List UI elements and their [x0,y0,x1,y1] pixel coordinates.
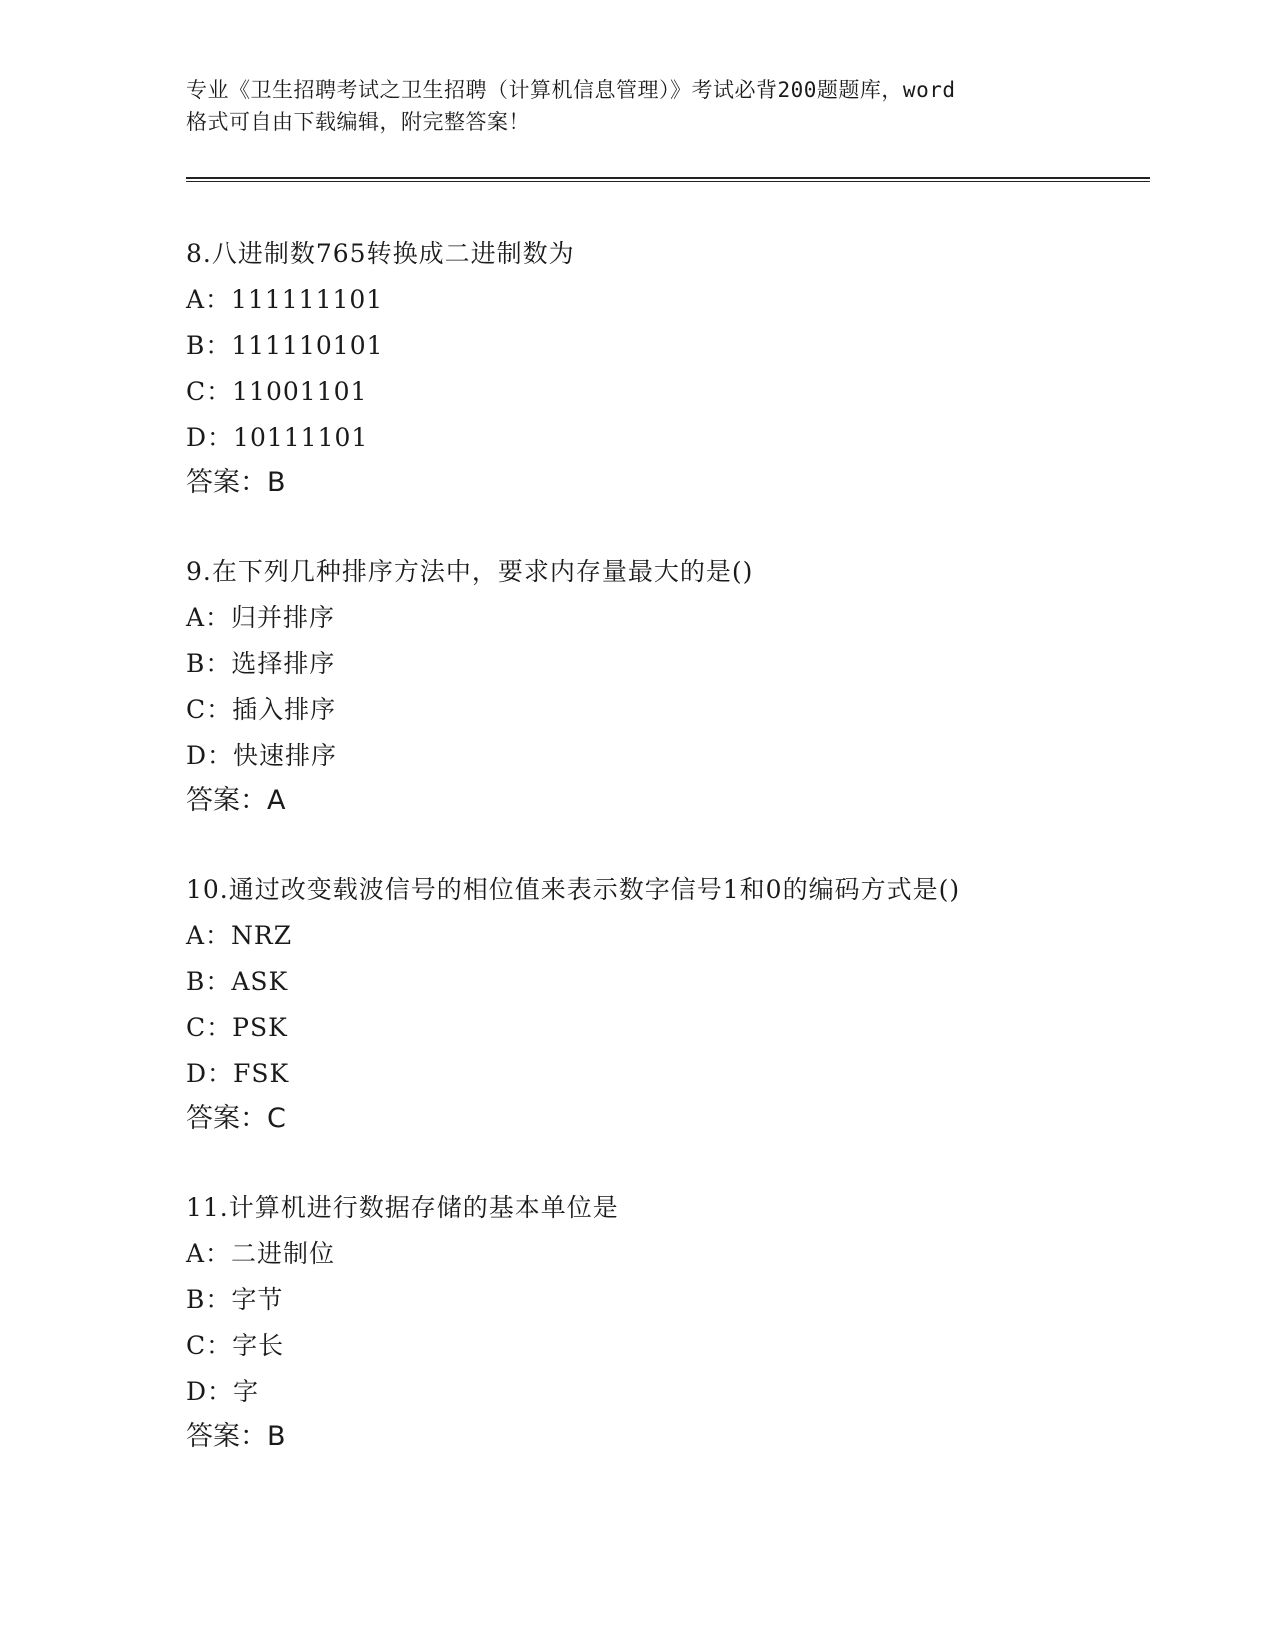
option-d: D：字 [186,1377,260,1406]
option-c: C：PSK [186,1013,288,1042]
answer-line: 答案：B [186,467,286,498]
option-a: A：归并排序 [186,603,336,632]
question-9 [186,549,1086,823]
intro-line-1: 专业《卫生招聘考试之卫生招聘（计算机信息管理）》考试必背200题题库，word [186,78,956,102]
option-b: B：ASK [186,967,289,996]
answer-line: 答案：A [186,785,286,816]
question-title: 9.在下列几种排序方法中，要求内存量最大的是() [186,557,754,586]
option-c: C：11001101 [186,377,368,406]
option-b: B：111110101 [186,331,384,360]
option-a: A：二进制位 [186,1239,336,1268]
option-c: C：插入排序 [186,695,337,724]
question-11 [186,1185,1086,1459]
answer-line: 答案：B [186,1421,286,1452]
question-title: 8.八进制数765转换成二进制数为 [186,239,575,268]
intro-line-2: 格式可自由下载编辑，附完整答案！ [186,110,530,134]
option-a: A：111111101 [186,285,384,314]
question-8 [186,231,1086,505]
document-intro [186,74,1086,138]
answer-line: 答案：C [186,1103,286,1134]
question-title: 11.计算机进行数据存储的基本单位是 [186,1193,619,1222]
question-title: 10.通过改变载波信号的相位值来表示数字信号1和0的编码方式是() [186,875,961,904]
option-d: D：FSK [186,1059,290,1088]
option-b: B：选择排序 [186,649,336,678]
option-d: D：快速排序 [186,741,338,770]
question-10 [186,867,1086,1141]
header-divider [186,177,1150,182]
option-c: C：字长 [186,1331,285,1360]
option-d: D：10111101 [186,423,369,452]
option-a: A：NRZ [186,921,293,950]
option-b: B：字节 [186,1285,284,1314]
